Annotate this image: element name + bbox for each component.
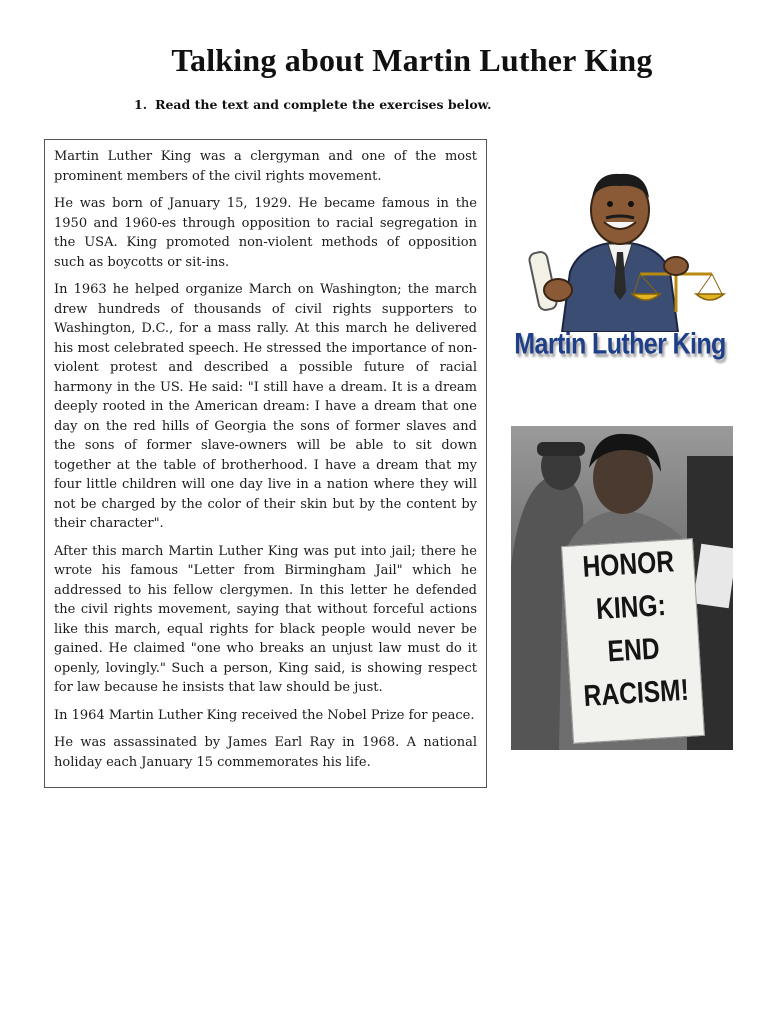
paragraph-intro: Martin Luther King was a clergyman and one of the most prominent members of the civil rights movement. — [54, 149, 477, 184]
mlk-cartoon-figure — [500, 162, 740, 332]
reading-text-box — [44, 139, 487, 788]
paragraph-assassination: He was assassinated by James Earl Ray in 1968. A national holiday each January 15 commemorates his life. — [54, 735, 477, 770]
sign-line-3: END — [606, 632, 661, 669]
instruction-text: Read the text and complete the exercises below. — [155, 97, 492, 112]
sign-line-2: KING: — [595, 588, 667, 627]
sign-line-1: HONOR — [581, 545, 676, 584]
page-title: Talking about Martin Luther King — [171, 42, 653, 78]
mlk-cartoon-illustration — [500, 162, 740, 380]
paragraph-birmingham-jail: After this march Martin Luther King was put into jail; there he wrote his famous "Letter from Birmingham Jail" which he addressed to his fellow clergymen. In this letter he defended the civil rights movement, saying that without forceful actions like this march, equal rights for black people would never be gained. He claimed "one who breaks an unjust law must do it openly, lovingly." Such a person, King said, is showing respect for law because he insists that law should be just. — [54, 543, 477, 695]
protest-sign — [561, 538, 705, 744]
paragraph-early-life: He was born of January 15, 1929. He became famous in the 1950 and 1960-es through opposition to racial segregation in the USA. King promoted non-violent methods of opposition such as boycotts or sit-ins. — [54, 196, 477, 270]
paragraph-nobel-prize: In 1964 Martin Luther King received the Nobel Prize for peace. — [54, 707, 475, 723]
instruction-number: 1. — [134, 97, 148, 112]
protest-photo — [511, 426, 733, 750]
cartoon-caption: Martin Luther King — [514, 327, 726, 361]
exercise-instruction — [134, 97, 492, 112]
paragraph-march-on-washington: In 1963 he helped organize March on Washington; the march drew hundreds of thousands of civil rights supporters to Washington, D.C., for a mass rally. At this march he delivered his most celebrated speech. He stressed the importance of non-violent protest and described a possible future of racial harmony in the US. He said: "I still have a dream. It is a dream deeply rooted in the American dream: I have a dream that one day on the red hills of Georgia the sons of former slaves and the sons of former slave-owners will be able to sit down together at the table of brotherhood. I have a dream that my four little children will one day live in a nation where they will not be charged by the color of their skin but by the content by their character". — [54, 282, 477, 531]
sign-line-4: RACISM! — [582, 673, 690, 714]
